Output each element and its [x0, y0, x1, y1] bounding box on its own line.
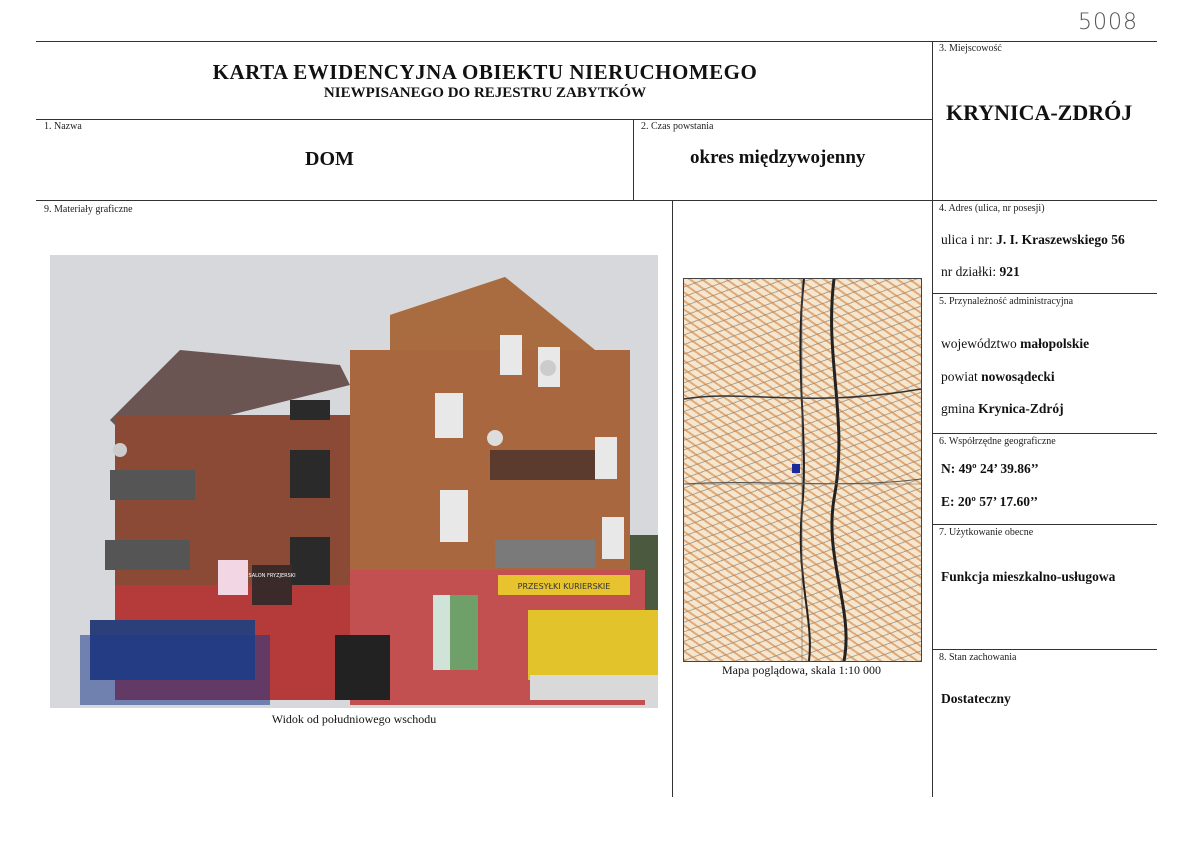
locality-value: KRYNICA-ZDRÓJ	[946, 100, 1133, 125]
coord-n: N: 49º 24’ 39.86’’	[941, 461, 1039, 476]
period-value: okres międzywojenny	[690, 147, 866, 168]
commune-prefix: gmina	[941, 401, 975, 416]
voivodeship-value: małopolskie	[1020, 336, 1090, 351]
coord-e: E: 20º 57’ 17.60’’	[941, 494, 1038, 509]
name-value: DOM	[305, 148, 354, 170]
street-prefix: ulica i nr:	[941, 232, 993, 247]
plot-prefix: nr działki:	[941, 264, 997, 279]
map-caption: Mapa poglądowa, skala 1:10 000	[722, 663, 881, 677]
building-photo	[50, 255, 658, 708]
voivodeship-line	[941, 336, 1089, 352]
name-period-divider	[633, 119, 634, 200]
condition-value: Dostateczny	[941, 691, 1011, 706]
usage-value: Funkcja mieszkalno-usługowa	[941, 569, 1116, 584]
photo-caption: Widok od południowego wschodu	[271, 712, 437, 726]
usage-label: 7. Użytkowanie obecne	[939, 527, 1034, 538]
admin-label: 5. Przynależność administracyjna	[939, 296, 1074, 307]
location-map	[683, 278, 922, 662]
voivodeship-prefix: województwo	[941, 336, 1017, 351]
card-subtitle: NIEWPISANEGO DO REJESTRU ZABYTKÓW	[323, 85, 647, 101]
locality-label: 3. Miejscowość	[939, 43, 1002, 54]
county-prefix: powiat	[941, 369, 978, 384]
card-title: KARTA EWIDENCYJNA OBIEKTU NIERUCHOMEGO	[212, 60, 758, 84]
name-row-top	[36, 119, 932, 120]
address-admin-divider	[932, 293, 1157, 294]
address-label: 4. Adres (ulica, nr posesji)	[939, 203, 1045, 214]
name-label: 1. Nazwa	[44, 121, 82, 132]
right-column-divider	[932, 41, 933, 797]
commune-line	[941, 401, 1064, 417]
admin-coords-divider	[932, 433, 1157, 434]
street-value: J. I. Kraszewskiego 56	[996, 232, 1125, 247]
top-border	[36, 41, 1157, 42]
coords-usage-divider	[932, 524, 1157, 525]
graphics-row-top	[36, 200, 1157, 201]
coords-label: 6. Współrzędne geograficzne	[939, 436, 1056, 447]
salon-sign-text: SALON FRYZJERSKI	[248, 573, 296, 579]
condition-label: 8. Stan zachowania	[939, 652, 1017, 663]
street-line	[941, 232, 1125, 248]
graphics-label: 9. Materiały graficzne	[44, 204, 133, 215]
county-value: nowosądecki	[981, 369, 1055, 384]
usage-condition-divider	[932, 649, 1157, 650]
photo-map-divider	[672, 200, 673, 797]
plot-line	[941, 264, 1020, 280]
map-illustration	[684, 279, 921, 661]
plot-value: 921	[999, 264, 1020, 279]
period-label: 2. Czas powstania	[641, 121, 714, 132]
commune-value: Krynica-Zdrój	[978, 401, 1064, 416]
county-line	[941, 369, 1055, 385]
archive-number: 5008	[1078, 10, 1138, 35]
shop-sign-text: PRZESYŁKI KURIERSKIE	[517, 582, 611, 591]
building-illustration	[50, 255, 658, 708]
location-marker	[792, 464, 800, 473]
